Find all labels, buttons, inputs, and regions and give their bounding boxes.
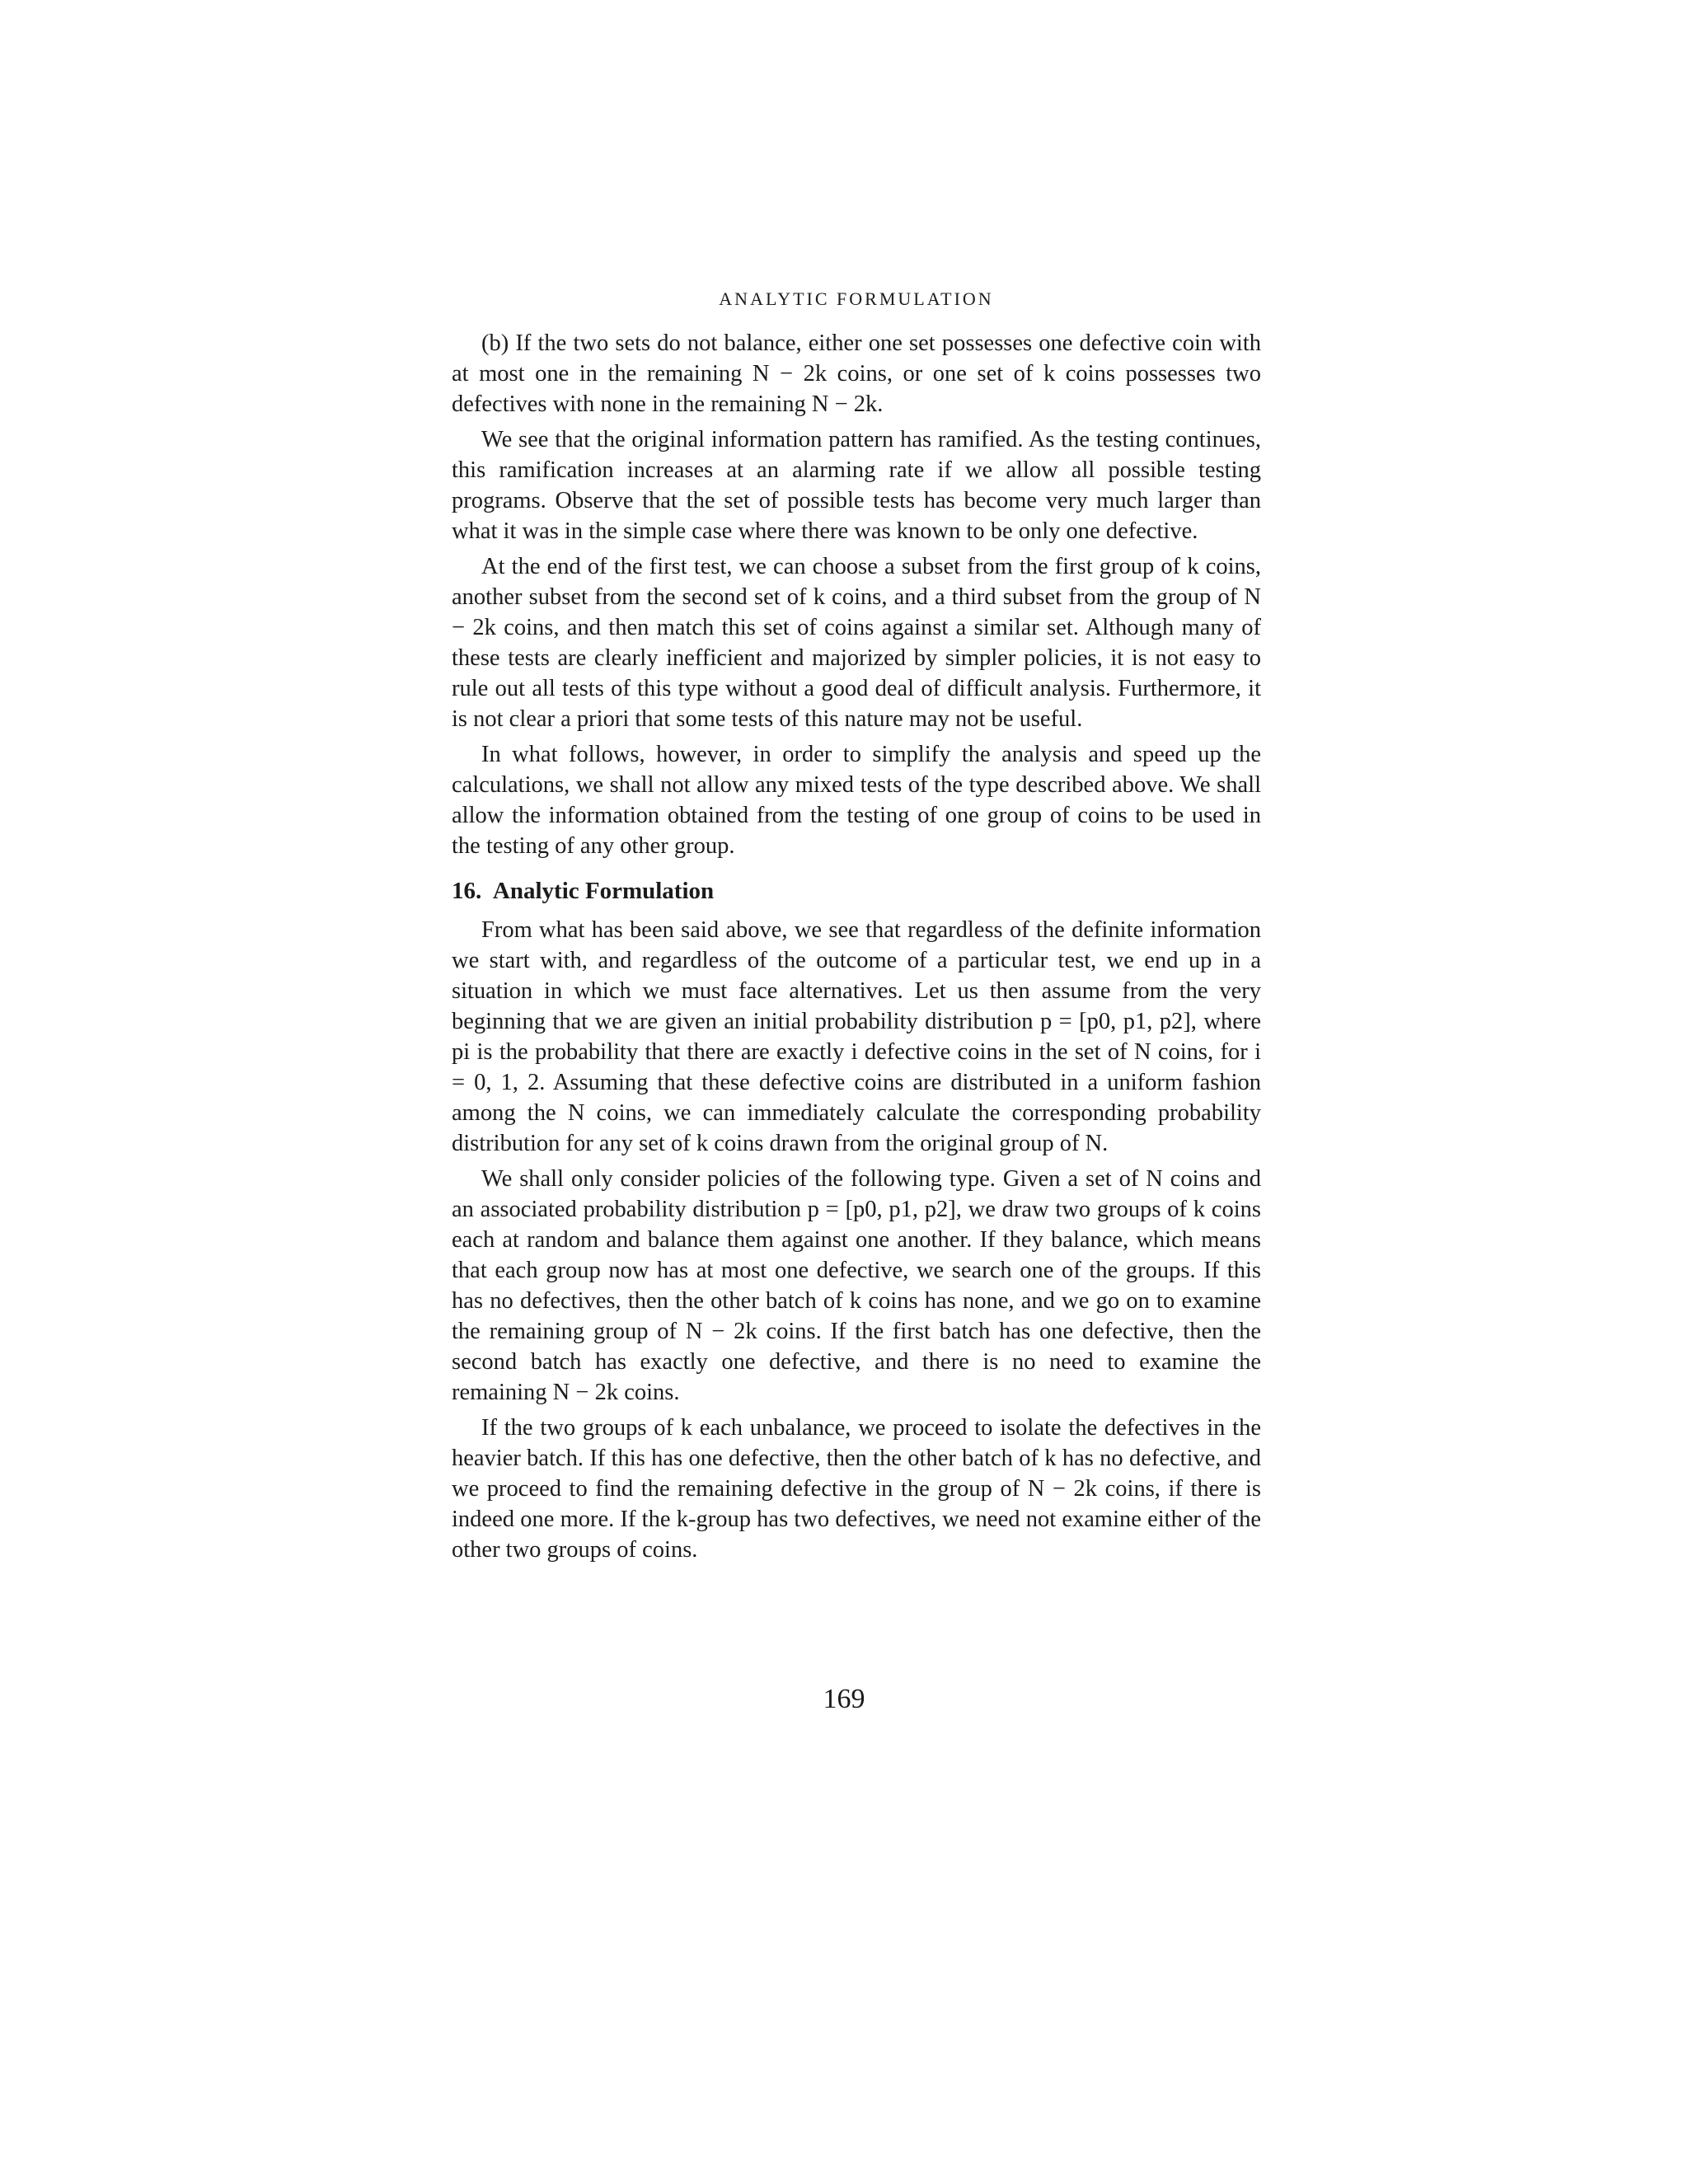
page-number: 169 [823,1684,865,1714]
paragraph-7: If the two groups of k each unbalance, we proceed to isolate the defectives in the heavier batch. If this has one defective, then the other batch of k has no defective, and we proceed to find the remaining defective in the group of N − 2k coins, if there is indeed one more. If the k-group has two defectives, we need not examine either of the other two groups of coins. [452,1415,1261,1563]
section-heading [452,878,1261,905]
paragraph-5: From what has been said above, we see that regardless of the definite information we start with, and regardless of the outcome of a particular test, we end up in a situation in which we must face alternatives. Let us then assume from the very beginning that we are given an initial probability distribution p = [p0, p1, p2], where pi is the probability that there are exactly i defective coins in the set of N coins, for i = 0, 1, 2. Assuming that these defective coins are distributed in a uniform fashion among the N coins, we can immediately calculate the corresponding probability distribution for any set of k coins drawn from the original group of N. [452,917,1261,1156]
paragraph-1: (b) If the two sets do not balance, either one set possesses one defective coin with at most one in the remaining N − 2k coins, or one set of k coins possesses two defectives with none in the remaining N − 2k. [452,330,1261,417]
paragraph-4: In what follows, however, in order to simplify the analysis and speed up the calculations, we shall not allow any mixed tests of the type described above. We shall allow the information obtained from the testing of one group of coins to be used in the testing of any other group. [452,742,1261,859]
section-title: Analytic Formulation [492,878,715,904]
paragraph-6: We shall only consider policies of the following type. Given a set of N coins and an associated probability distribution p = [p0, p1, p2], we draw two groups of k coins each at random and balance them against one another. If they balance, which means that each group now has at most one defective, we search one of the groups. If this has no defectives, then the other batch of k coins has none, and we go on to examine the remaining group of N − 2k coins. If the first batch has one defective, then the second batch has exactly one defective, and there is no need to examine the remaining N − 2k coins. [452,1166,1261,1405]
paragraph-3: At the end of the first test, we can choose a subset from the first group of k coins, another subset from the second set of k coins, and a third subset from the group of N − 2k coins, and then match this set of coins against a similar set. Although many of these tests are clearly inefficient and majorized by simpler policies, it is not easy to rule out all tests of this type without a good deal of difficult analysis. Furthermore, it is not clear a priori that some tests of this nature may not be useful. [452,554,1261,732]
section-number: 16. [452,878,482,904]
running-header: ANALYTIC FORMULATION [719,288,994,309]
page-body [452,288,1261,1570]
paragraph-2: We see that the original information pattern has ramified. As the testing continues, this ramification increases at an alarming rate if we allow all possible testing programs. Observe that the set of possible tests has become very much larger than what it was in the simple case where there was known to be only one defective. [452,427,1261,544]
